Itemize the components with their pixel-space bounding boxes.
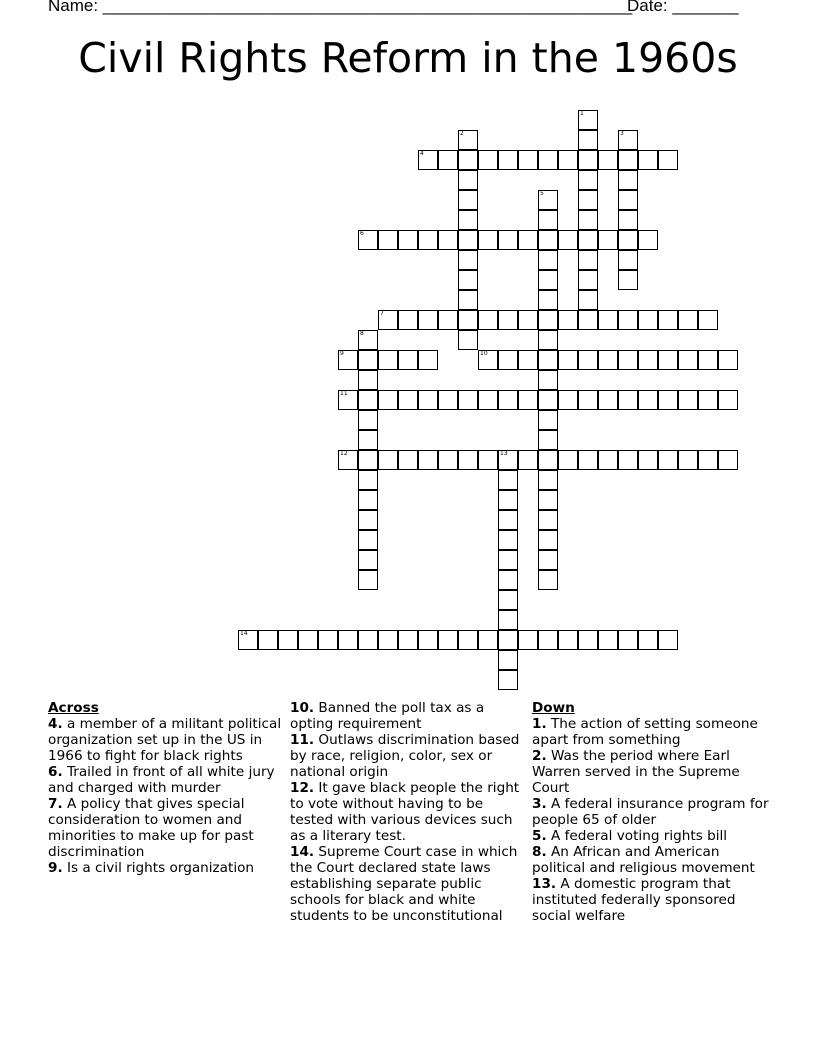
crossword-cell[interactable] [658,390,678,410]
crossword-cell[interactable] [698,310,718,330]
crossword-cell[interactable] [538,430,558,450]
crossword-cell[interactable] [498,630,518,650]
crossword-cell[interactable] [358,330,378,350]
crossword-cell[interactable] [578,110,598,130]
crossword-cell[interactable] [458,290,478,310]
crossword-cell[interactable] [638,630,658,650]
crossword-cell[interactable] [538,290,558,310]
clue-across-14: 14. Supreme Court case in which the Court declared state laws establishing separate public schools for black and white students to be unconstitutional [290,844,518,924]
crossword-cell[interactable] [618,210,638,230]
crossword-cell[interactable] [538,230,558,250]
crossword-cell[interactable] [398,350,418,370]
crossword-cell[interactable] [478,630,498,650]
crossword-cell[interactable] [618,390,638,410]
clue-across-12: 12. It gave black people the right to vote without having to be tested with various devices such as a literary test. [290,780,520,844]
crossword-cell[interactable] [478,150,498,170]
crossword-cell[interactable] [518,450,538,470]
crossword-cell[interactable] [538,450,558,470]
clue-number: 7 [380,310,384,317]
crossword-cell[interactable] [558,150,578,170]
crossword-cell[interactable] [558,390,578,410]
crossword-cell[interactable] [678,310,698,330]
crossword-cell[interactable] [638,390,658,410]
crossword-cell[interactable] [618,350,638,370]
clue-number: 1 [580,110,584,117]
crossword-cell[interactable] [538,550,558,570]
crossword-cell[interactable] [598,630,618,650]
crossword-cell[interactable] [538,270,558,290]
clue-number: 5 [540,190,544,197]
crossword-cell[interactable] [398,630,418,650]
crossword-cell[interactable] [578,230,598,250]
crossword-cell[interactable] [578,130,598,150]
crossword-cell[interactable] [618,130,638,150]
crossword-cell[interactable] [618,190,638,210]
crossword-cell[interactable] [398,390,418,410]
crossword-cell[interactable] [638,230,658,250]
clue-number: 3 [620,130,624,137]
crossword-cell[interactable] [518,390,538,410]
crossword-cell[interactable] [458,150,478,170]
crossword-cell[interactable] [498,150,518,170]
crossword-cell[interactable] [418,390,438,410]
crossword-cell[interactable] [338,350,358,370]
crossword-cell[interactable] [558,450,578,470]
crossword-cell[interactable] [418,230,438,250]
crossword-cell[interactable] [658,150,678,170]
crossword-cell[interactable] [418,150,438,170]
crossword-cell[interactable] [538,150,558,170]
crossword-cell[interactable] [238,630,258,650]
date-field-label: Date: _______ [627,0,739,15]
crossword-cell[interactable] [658,350,678,370]
down-heading: Down [532,700,575,716]
crossword-cell[interactable] [558,310,578,330]
clue-down-13: 13. A domestic program that instituted federally sponsored social welfare [532,876,736,924]
crossword-cell[interactable] [358,630,378,650]
clue-number: 9 [340,350,344,357]
crossword-cell[interactable] [618,170,638,190]
crossword-cell[interactable] [678,450,698,470]
crossword-cell[interactable] [378,630,398,650]
crossword-cell[interactable] [458,390,478,410]
crossword-cell[interactable] [458,270,478,290]
crossword-cell[interactable] [478,390,498,410]
crossword-cell[interactable] [658,630,678,650]
crossword-cell[interactable] [378,390,398,410]
crossword-cell[interactable] [538,390,558,410]
crossword-cell[interactable] [618,450,638,470]
crossword-cell[interactable] [598,450,618,470]
crossword-cell[interactable] [618,150,638,170]
crossword-cell[interactable] [358,510,378,530]
clue-across-9: 9. Is a civil rights organization [48,860,255,876]
crossword-cell[interactable] [578,210,598,230]
crossword-cell[interactable] [578,190,598,210]
crossword-cell[interactable] [538,410,558,430]
crossword-cell[interactable] [498,390,518,410]
crossword-cell[interactable] [538,570,558,590]
clue-number: 10 [480,350,488,357]
crossword-cell[interactable] [378,450,398,470]
crossword-cell[interactable] [438,150,458,170]
crossword-cell[interactable] [358,350,378,370]
crossword-cell[interactable] [538,630,558,650]
crossword-cell[interactable] [618,250,638,270]
clue-across-11: 11. Outlaws discrimination based by race, religion, color, sex or national origin [290,732,520,780]
clue-across-6: 6. Trailed in front of all white jury and charged with murder [48,764,275,796]
crossword-cell[interactable] [538,350,558,370]
crossword-cell[interactable] [458,230,478,250]
crossword-cell[interactable] [458,170,478,190]
clue-down-2: 2. Was the period where Earl Warren served in the Supreme Court [532,748,740,796]
crossword-cell[interactable] [398,310,418,330]
crossword-cell[interactable] [698,350,718,370]
crossword-cell[interactable] [358,430,378,450]
crossword-cell[interactable] [618,270,638,290]
crossword-cell[interactable] [418,350,438,370]
crossword-cell[interactable] [498,590,518,610]
crossword-cell[interactable] [498,490,518,510]
name-field-label: Name: ________________________________________________________ [48,0,633,15]
crossword-cell[interactable] [638,310,658,330]
crossword-cell[interactable] [358,550,378,570]
crossword-cell[interactable] [598,310,618,330]
crossword-cell[interactable] [598,350,618,370]
clue-across-4: 4. a member of a militant political organization set up in the US in 1966 to fight for black rights [48,716,282,764]
crossword-cell[interactable] [518,630,538,650]
crossword-cell[interactable] [538,190,558,210]
crossword-cell[interactable] [358,410,378,430]
crossword-cell[interactable] [498,610,518,630]
clue-number: 12 [340,450,348,457]
crossword-cell[interactable] [638,450,658,470]
down-clues-column [532,700,772,924]
crossword-cell[interactable] [578,250,598,270]
crossword-cell[interactable] [378,230,398,250]
crossword-cell[interactable] [538,530,558,550]
crossword-cell[interactable] [338,390,358,410]
crossword-cell[interactable] [698,450,718,470]
crossword-cell[interactable] [458,190,478,210]
crossword-cell[interactable] [578,450,598,470]
crossword-cell[interactable] [498,510,518,530]
crossword-cell[interactable] [578,150,598,170]
crossword-cell[interactable] [498,230,518,250]
crossword-cell[interactable] [478,230,498,250]
crossword-cell[interactable] [538,510,558,530]
crossword-cell[interactable] [718,350,738,370]
crossword-cell[interactable] [358,570,378,590]
crossword-cell[interactable] [458,250,478,270]
across-clues-column-2 [290,700,526,924]
crossword-cell[interactable] [538,470,558,490]
crossword-cell[interactable] [578,270,598,290]
crossword-cell[interactable] [538,210,558,230]
clue-down-5: 5. A federal voting rights bill [532,828,728,844]
crossword-cell[interactable] [438,310,458,330]
crossword-cell[interactable] [498,550,518,570]
crossword-cell[interactable] [538,310,558,330]
crossword-cell[interactable] [578,350,598,370]
crossword-cell[interactable] [458,630,478,650]
crossword-cell[interactable] [498,450,518,470]
crossword-cell[interactable] [698,390,718,410]
clue-down-1: 1. The action of setting someone apart from something [532,716,758,748]
crossword-cell[interactable] [418,450,438,470]
crossword-cell[interactable] [438,450,458,470]
clue-across-10: 10. Banned the poll tax as a opting requirement [290,700,485,732]
crossword-cell[interactable] [578,310,598,330]
crossword-cell[interactable] [518,230,538,250]
clue-down-8: 8. An African and American political and religious movement [532,844,755,876]
clue-across-7: 7. A policy that gives special consideration to women and minorities to make up for past discrimination [48,796,254,860]
crossword-cell[interactable] [358,450,378,470]
crossword-cell[interactable] [678,390,698,410]
crossword-cell[interactable] [358,470,378,490]
crossword-cell[interactable] [438,390,458,410]
crossword-cell[interactable] [438,630,458,650]
crossword-cell[interactable] [458,310,478,330]
crossword-cell[interactable] [598,230,618,250]
clue-number: 8 [360,330,364,337]
crossword-cell[interactable] [498,570,518,590]
crossword-cell[interactable] [518,310,538,330]
crossword-cell[interactable] [678,350,698,370]
crossword-cell[interactable] [478,450,498,470]
crossword-cell[interactable] [318,630,338,650]
crossword-cell[interactable] [278,630,298,650]
crossword-cell[interactable] [458,130,478,150]
crossword-cell[interactable] [518,150,538,170]
crossword-cell[interactable] [358,530,378,550]
crossword-cell[interactable] [358,390,378,410]
crossword-cell[interactable] [338,630,358,650]
crossword-cell[interactable] [638,350,658,370]
crossword-cell[interactable] [398,230,418,250]
crossword-cell[interactable] [258,630,278,650]
crossword-cell[interactable] [458,210,478,230]
crossword-cell[interactable] [498,650,518,670]
crossword-cell[interactable] [578,290,598,310]
crossword-cell[interactable] [418,310,438,330]
crossword-cell[interactable] [558,230,578,250]
crossword-cell[interactable] [358,490,378,510]
crossword-cell[interactable] [418,630,438,650]
crossword-cell[interactable] [718,450,738,470]
crossword-cell[interactable] [498,470,518,490]
crossword-cell[interactable] [458,450,478,470]
clue-number: 2 [460,130,464,137]
crossword-cell[interactable] [498,670,518,690]
crossword-cell[interactable] [618,630,638,650]
crossword-cell[interactable] [358,370,378,390]
crossword-cell[interactable] [338,450,358,470]
clue-number: 14 [240,630,248,637]
crossword-cell[interactable] [658,450,678,470]
crossword-cell[interactable] [518,350,538,370]
crossword-cell[interactable] [578,170,598,190]
crossword-cell[interactable] [638,150,658,170]
clue-down-3: 3. A federal insurance program for people 65 of older [532,796,769,828]
crossword-cell[interactable] [618,230,638,250]
clue-number: 4 [420,150,424,157]
crossword-cell[interactable] [618,310,638,330]
crossword-cell[interactable] [398,450,418,470]
clue-number: 6 [360,230,364,237]
crossword-cell[interactable] [578,630,598,650]
crossword-cell[interactable] [498,310,518,330]
crossword-cell[interactable] [378,350,398,370]
clue-number: 11 [340,390,348,397]
crossword-cell[interactable] [458,330,478,350]
crossword-cell[interactable] [658,310,678,330]
crossword-cell[interactable] [478,350,498,370]
crossword-cell[interactable] [498,350,518,370]
crossword-cell[interactable] [438,230,458,250]
crossword-cell[interactable] [358,230,378,250]
crossword-cell[interactable] [378,310,398,330]
crossword-cell[interactable] [538,370,558,390]
crossword-cell[interactable] [538,250,558,270]
crossword-cell[interactable] [538,490,558,510]
clue-number: 13 [500,450,508,457]
crossword-cell[interactable] [558,350,578,370]
page-title: Civil Rights Reform in the 1960s [78,34,738,82]
crossword-cell[interactable] [718,390,738,410]
crossword-cell[interactable] [498,530,518,550]
across-clues-column [48,700,284,876]
crossword-cell[interactable] [538,330,558,350]
crossword-cell[interactable] [478,310,498,330]
clue-list-across-1 [48,716,284,876]
crossword-cell[interactable] [558,630,578,650]
crossword-cell[interactable] [598,390,618,410]
crossword-cell[interactable] [578,390,598,410]
across-heading: Across [48,700,99,716]
crossword-cell[interactable] [298,630,318,650]
crossword-cell[interactable] [598,150,618,170]
